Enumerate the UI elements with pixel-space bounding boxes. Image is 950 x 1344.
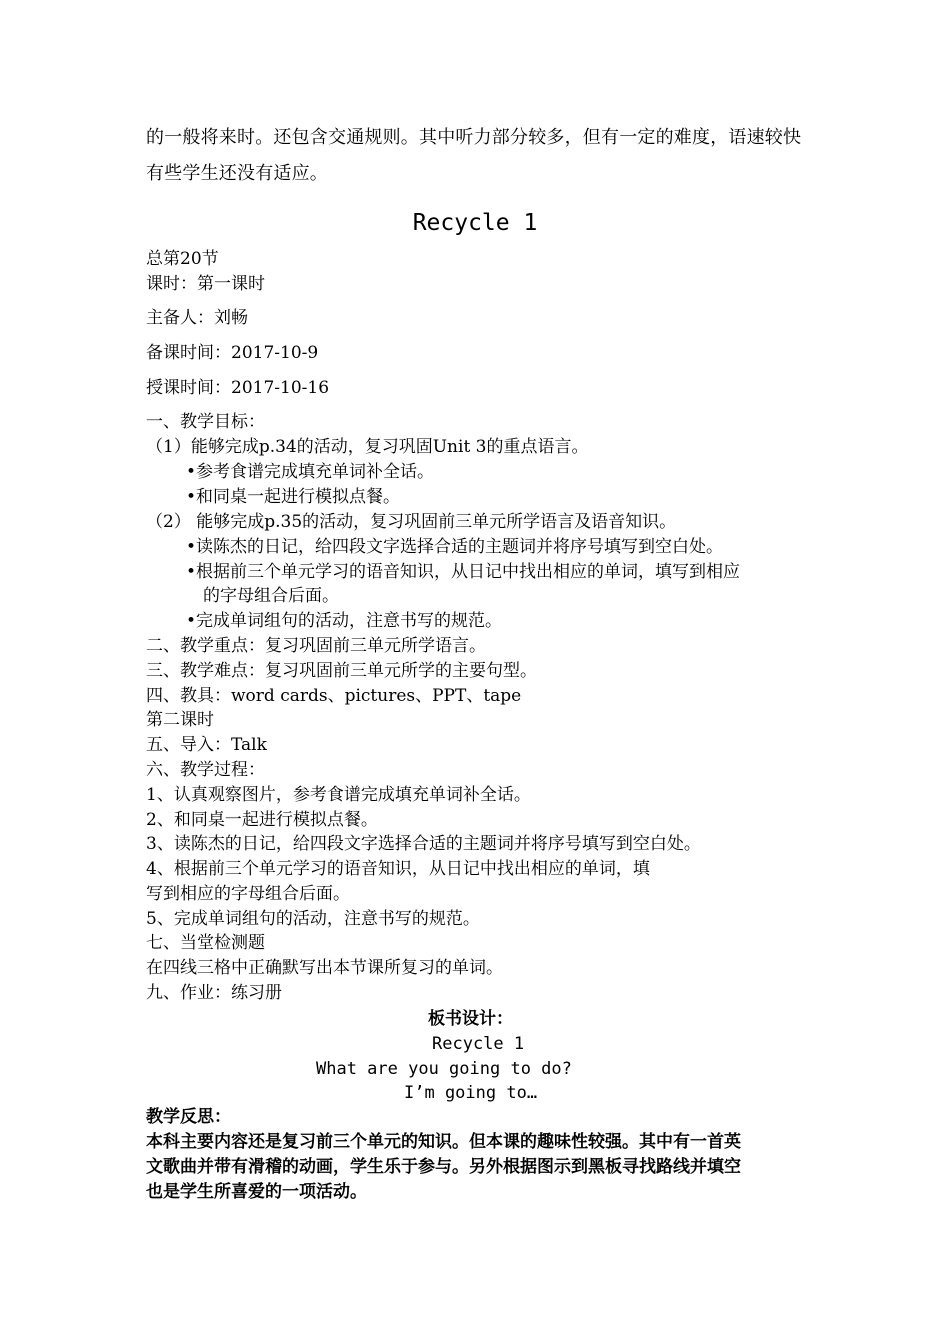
lesson-title: Recycle 1 xyxy=(412,210,538,236)
lead-in: 五、导入：Talk xyxy=(146,735,267,755)
reflection-heading: 教学反思： xyxy=(146,1107,231,1127)
objective-2: （2） 能够完成p.35的活动，复习巩固前三单元所学语言及语音知识。 xyxy=(146,512,677,532)
intro-line-2: 有些学生还没有适应。 xyxy=(146,163,328,184)
process-step-2: 2、和同桌一起进行模拟点餐。 xyxy=(146,810,378,830)
objective-2c: •完成单词组句的活动，注意书写的规范。 xyxy=(186,611,503,631)
total-lesson: 总第20节 xyxy=(146,249,219,269)
reflection-line-1: 本科主要内容还是复习前三个单元的知识。但本课的趣味性较强。其中有一首英 xyxy=(146,1132,741,1152)
objective-2a: •读陈杰的日记，给四段文字选择合适的主题词并将序号填写到空白处。 xyxy=(186,537,724,557)
board-line-3: I’m going to… xyxy=(404,1083,538,1103)
test-heading: 七、当堂检测题 xyxy=(146,933,265,953)
objectives-heading: 一、教学目标： xyxy=(146,412,265,432)
intro-line-1: 的一般将来时。还包含交通规则。其中听力部分较多，但有一定的难度，语速较快 xyxy=(146,127,802,148)
board-line-1: Recycle 1 xyxy=(432,1034,525,1054)
board-design-heading: 板书设计： xyxy=(428,1009,513,1029)
homework: 九、作业：练习册 xyxy=(146,983,282,1003)
process-step-4-line2: 写到相应的字母组合后面。 xyxy=(146,884,350,904)
objective-1b: •和同桌一起进行模拟点餐。 xyxy=(186,487,401,507)
period: 课时：第一课时 xyxy=(146,274,265,294)
objective-2b-line1: •根据前三个单元学习的语音知识，从日记中找出相应的单词，填写到相应 xyxy=(186,562,741,582)
teaching-focus: 二、教学重点：复习巩固前三单元所学语言。 xyxy=(146,636,486,656)
test-content: 在四线三格中正确默写出本节课所复习的单词。 xyxy=(146,958,503,978)
objective-1: （1）能够完成p.34的活动，复习巩固Unit 3的重点语言。 xyxy=(146,437,589,457)
teach-time: 授课时间：2017-10-16 xyxy=(146,378,330,398)
process-step-5: 5、完成单词组句的活动，注意书写的规范。 xyxy=(146,909,480,929)
prep-time: 备课时间：2017-10-9 xyxy=(146,343,319,363)
reflection-line-2: 文歌曲并带有滑稽的动画，学生乐于参与。另外根据图示到黑板寻找路线并填空 xyxy=(146,1157,741,1177)
process-step-3: 3、读陈杰的日记，给四段文字选择合适的主题词并将序号填写到空白处。 xyxy=(146,834,701,854)
teaching-tools: 四、教具：word cards、pictures、PPT、tape xyxy=(146,686,522,706)
teaching-difficulty: 三、教学难点：复习巩固前三单元所学的主要句型。 xyxy=(146,661,537,681)
process-step-4-line1: 4、根据前三个单元学习的语音知识，从日记中找出相应的单词，填 xyxy=(146,859,650,879)
second-period: 第二课时 xyxy=(146,710,214,730)
objective-2b-line2: 的字母组合后面。 xyxy=(203,586,339,606)
board-line-2: What are you going to do? xyxy=(316,1059,572,1079)
process-step-1: 1、认真观察图片，参考食谱完成填充单词补全话。 xyxy=(146,785,531,805)
reflection-line-3: 也是学生所喜爱的一项活动。 xyxy=(146,1182,367,1202)
process-heading: 六、教学过程： xyxy=(146,760,265,780)
preparer: 主备人：刘畅 xyxy=(146,308,248,328)
objective-1a: •参考食谱完成填充单词补全话。 xyxy=(186,462,435,482)
